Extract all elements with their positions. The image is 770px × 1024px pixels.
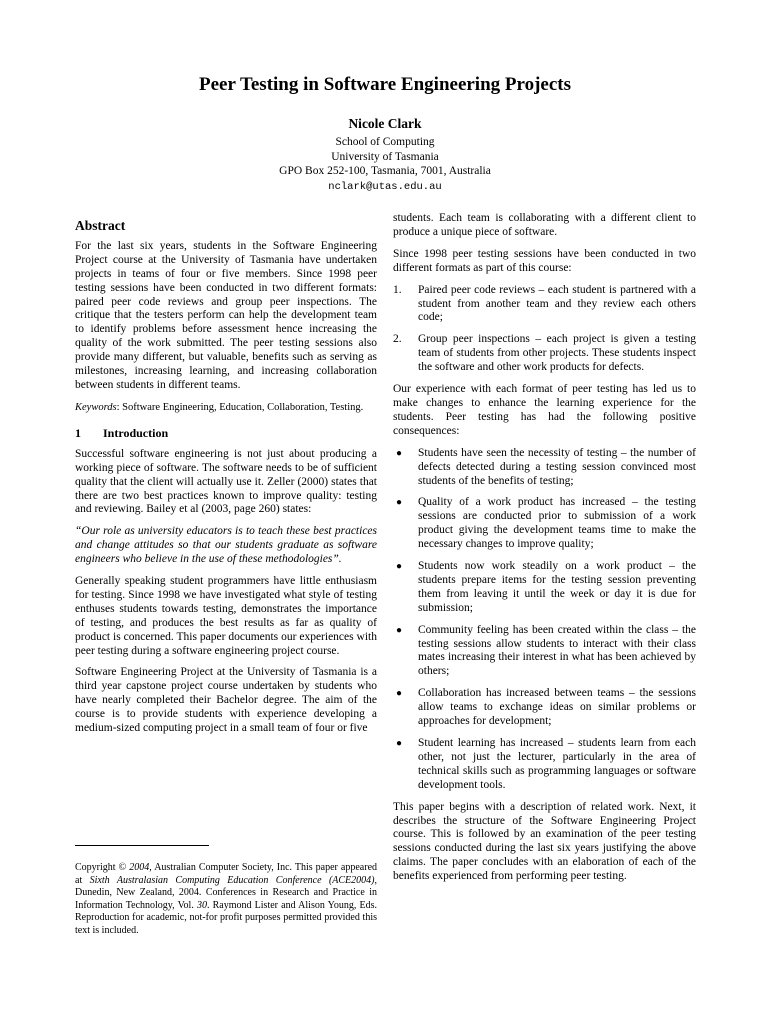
footnote-text: Copyright ©	[75, 862, 130, 873]
footnote-conference: Sixth Australasian Computing Education Conference (ACE2004)	[89, 874, 375, 886]
list-item	[393, 560, 696, 616]
footnote-text: , Australian Computer Society, Inc. This paper appeared at	[75, 862, 378, 886]
author-affiliation	[0, 135, 770, 179]
abstract-heading: Abstract	[75, 218, 126, 233]
footnote-year: 2004	[129, 862, 150, 873]
list-item-text: Quality of a work product has increased – the testing sessions are conducted prior to submission of a work product giving the development teams time to make the necessary changes to improve quality;	[418, 496, 696, 551]
paragraph: Our experience with each format of peer testing has led us to make changes to enhance the learning experience for the students. Peer testing has had the following positive consequences:	[393, 383, 696, 437]
affiliation-line: GPO Box 252-100, Tasmania, 7001, Australia	[279, 165, 491, 177]
list-item	[393, 447, 696, 489]
paper-title: Peer Testing in Software Engineering Projects	[198, 74, 572, 95]
list-item	[393, 737, 696, 793]
list-item	[393, 687, 696, 729]
section-number: 1	[75, 425, 81, 440]
paragraph: This paper begins with a description of related work. Next, it describes the structure of the Software Engineering Project course. This is followed by an examination of the peer testing sessions conducted during the last six years justifying the above claims. The paper concludes with an elaboration of each of the benefits experienced from performing peer testing.	[393, 800, 696, 883]
list-item	[393, 496, 696, 552]
bullet-icon: ●	[396, 497, 403, 509]
list-item-text: Community feeling has been created within the class – the testing sessions allow students to interact with their class mates increasing their interest in what has been achieved by others;	[418, 623, 696, 678]
abstract-text: For the last six years, students in the Software Engineering Project course at the University of Tasmania have undertaken projects in teams of four or five members. Since 1998 peer testing sessions have been conducted in two different formats: paired peer code reviews and group peer inspections. The critique that the testers perform can help the development team to identify problems before assessment hence increasing the quality of the work submitted. The peer testing sessions also provide many different, but valuable, benefits such as serving as milestones, increasing learning, and increasing collaboration between students in different teams.	[75, 239, 377, 391]
copyright-footnote	[75, 862, 377, 938]
list-marker: 1.	[393, 283, 402, 296]
bullet-icon: ●	[396, 624, 403, 636]
list-item	[393, 284, 696, 326]
author-name: Nicole Clark	[348, 116, 422, 131]
right-column	[393, 212, 696, 892]
paragraph: students. Each team is collaborating with a different client to produce a unique piece of software.	[393, 212, 696, 238]
footnote-text: . Raymond Lister and Alison Young, Eds. Reproduction for academic, not-for profit purposes permitted provided this text is included.	[75, 899, 377, 936]
keywords-label: Keywords	[75, 401, 117, 413]
footnote-text: , Dunedin, New Zealand, 2004. Conferences in Research and Practice in Information Technology, Vol.	[75, 874, 377, 911]
bullet-icon: ●	[396, 738, 403, 749]
paragraph: Since 1998 peer testing sessions have been conducted in two different formats as part of this course:	[393, 247, 696, 274]
keywords-text: : Software Engineering, Education, Collaboration, Testing.	[116, 401, 364, 413]
bullet-icon: ●	[396, 688, 403, 700]
block-quote: “Our role as university educators is to teach these best practices and change attitudes so that our students graduate as software engineers who believe in the use of these methodologies”.	[75, 525, 377, 566]
bullet-icon: ●	[396, 447, 403, 459]
list-item-text: Students now work steadily on a work product – the students prepare items for the testing session preventing them from leaving it until the week or day it is due for submission;	[418, 560, 696, 614]
list-item-text: Paired peer code reviews – each student is partnered with a student from another team and they review each others code;	[418, 283, 696, 324]
list-item-text: Student learning has increased – students learn from each other, not just the lecturer, particularly in the area of technical skills such as programming languages or software development tools.	[418, 737, 696, 791]
author-email: nclark@utas.edu.au	[328, 181, 442, 193]
bullet-icon: ●	[396, 561, 403, 573]
footnote-rule	[75, 845, 209, 846]
left-column	[75, 219, 377, 744]
list-item-text: Group peer inspections – each project is given a testing team of students from other projects. These students inspect the software and other work products for defects.	[418, 333, 696, 374]
paragraph: Successful software engineering is not just about producing a working piece of software. The software needs to be of sufficient quality that the client will actually use it. Zeller (2000) states that there are two best practices known to improve quality: testing and reviewing. Bailey et al (2003, page 260) states:	[75, 447, 377, 516]
formats-list	[393, 284, 696, 375]
affiliation-line: School of Computing	[335, 136, 435, 148]
list-item	[393, 333, 696, 375]
footnote-volume: 30	[196, 899, 207, 911]
affiliation-line: University of Tasmania	[331, 150, 439, 163]
benefits-list	[393, 447, 696, 793]
list-item	[393, 624, 696, 680]
list-marker: 2.	[393, 333, 402, 346]
list-item-text: Students have seen the necessity of testing – the number of defects detected during a testing session convinced most students of the benefits of testing;	[418, 446, 696, 487]
section-title: Introduction	[103, 425, 169, 440]
section-heading	[75, 427, 377, 441]
paragraph: Software Engineering Project at the University of Tasmania is a third year capstone project course undertaken by students who have nearly completed their Bachelor degree. The aim of the course is to provide students with experience developing a medium-sized computing project in a small team of four or five	[75, 666, 377, 735]
list-item-text: Collaboration has increased between teams – the sessions allow teams to exchange ideas on similar problems or approaches for development;	[418, 687, 696, 728]
paragraph: Generally speaking student programmers have little enthusiasm for testing. Since 1998 we have investigated what style of testing enthuses students towards testing, demonstrates the importance of testing, and produces the best results as far as quality of product is concerned. This paper documents our experiences with peer testing during a software engineering project course.	[75, 575, 377, 657]
keywords	[75, 401, 377, 414]
